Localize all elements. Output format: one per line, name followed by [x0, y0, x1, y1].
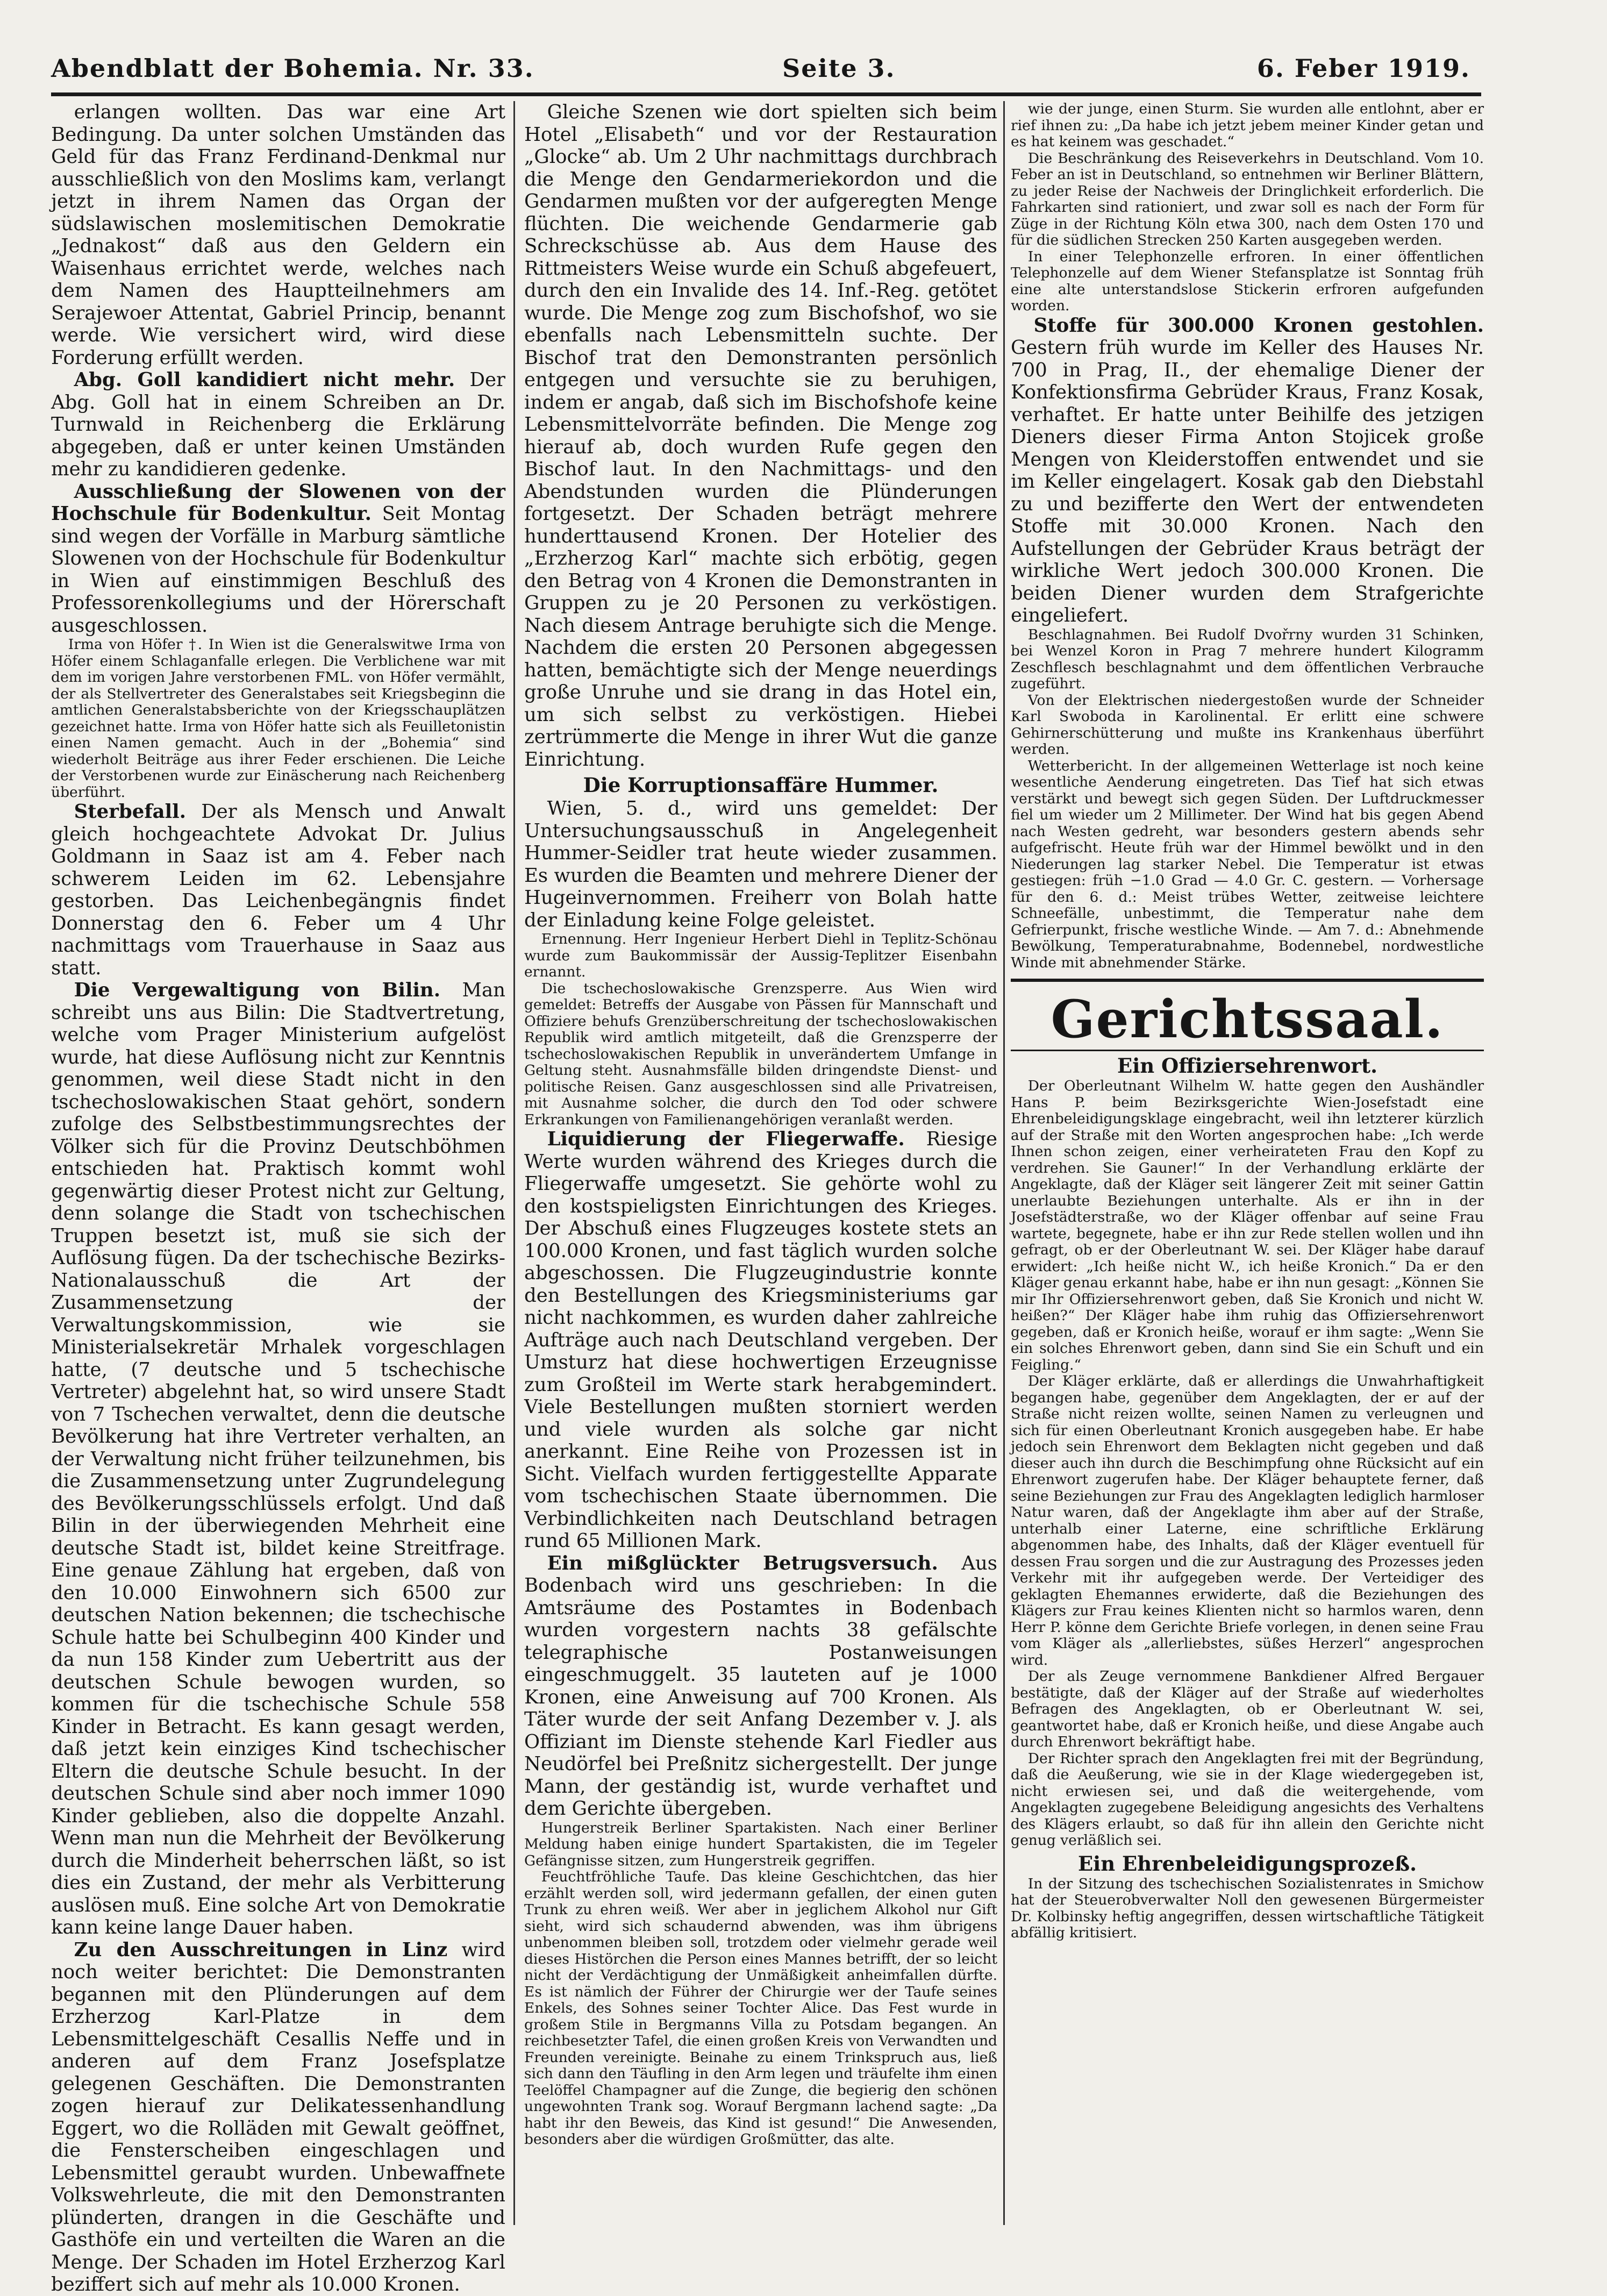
column-1 — [51, 101, 506, 2295]
article-body: Seit Montag sind wegen der Vorfälle in Marburg sämtliche Slowenen von der Hochschule für Bodenkultur in Wien auf einstimmigen Beschluß des Professorenkollegiums und der Hörerschaft ausgeschlossen. — [51, 503, 506, 637]
article-paragraph — [1011, 315, 1484, 627]
article-body: Man schreibt uns aus Bilin: Die Stadtvertretung, welche vom Prager Ministerium aufgelöst wurde, hat diese Auflösung nicht zur Kenntnis genommen, weil diese Stadt nicht in den tschechoslowakischen Staat gehört, sondern zufolge des Selbstbestimmungsrechtes der Völker sich für die Provinz Deutschböhmen entschieden hat. Praktisch kommt wohl gegenwärtig dieser Protest nicht zur Geltung, denn solange die Stadt von tschechischen Truppen besetzt ist, muß sie sich der Auflösung fügen. Da der tschechische Bezirks-Nationalausschuß die Art der Zusammensetzung der Verwaltungskommission, wie sie Ministerialsekretär Mrhalek vorgeschlagen hatte, (7 deutsche und 5 tschechische Vertreter) abgelehnt hat, so wird unsere Stadt von 7 Tschechen verwaltet, denn die deutsche Bevölkerung hat ihre Vertreter verhalten, an der Verwaltung nicht früher teilzunehmen, bis die Zusammensetzung unter Zugrundelegung des Bevölkerungsschlüssels erfolgt. Und daß Bilin in der überwiegenden Mehrheit eine deutsche Stadt ist, bildet keine Streitfrage. Eine genaue Zählung hat ergeben, daß von den 10.000 Einwohnern sich 6500 zur deutschen Nation bekennen; die tschechische Schule hatte bei Schulbeginn 400 Kinder und da nun 158 Kinder zum Uebertritt aus der deutschen Schule bewogen wurden, so kommen für die tschechische Schule 558 Kinder in Betracht. Es kann gesagt werden, daß jetzt kein einziges Kind tschechischer Eltern die deutsche Schule besucht. In der deutschen Schule sind aber noch immer 1090 Kinder geblieben, also die doppelte Anzahl. Wenn man nun die Mehrheit der Bevölkerung durch die Minderheit beherrschen läßt, so ist dies ein Zustand, der mehr als Verbitterung auslösen muß. Eine solche Art von Demokratie kann keine lange Dauer haben. — [51, 979, 505, 1938]
article-paragraph — [51, 1939, 505, 2296]
news-brief: Beschlagnahmen. Bei Rudolf Dvořrny wurden 31 Schinken, bei Wenzel Koron in Prag 7 mehrere hundert Kilogramm Zeschflesch beschlagnahmt und dem öffentlichen Verbrauche zugeführt. — [1011, 626, 1484, 692]
article-body: Gestern früh wurde im Keller des Hauses Nr. 700 in Prag, II., der ehemalige Diener der Konfektionsfirma Gebrüder Kraus, Franz Kosak, verhaftet. Er hatte unter Beihilfe des jetzigen Dieners dieser Firma Anton Stojicek große Mengen von Kleiderstoffen entwendet und sie im Keller eingelagert. Kosak gab den Diebstahl zu und bezifferte den Wert der entwendeten Stoffe mit 30.000 Kronen. Nach den Aufstellungen der Gebrüder Kraus beträgt der wirkliche Wert jedoch 300.000 Kronen. Die beiden Diener wurden dem Strafgerichte eingeliefert. — [1011, 337, 1484, 626]
news-brief: Irma von Höfer †. In Wien ist die Generalswitwe Irma von Höfer einem Schlaganfalle erlegen. Die Verblichene war mit dem im vorigen Jahre verstorbenen FML. von Höfer vermählt, der als Stellvertreter des Generalstabes seit Kriegsbeginn die amtlichen Generalstabsberichte von der Kriegsschauplätzen gezeichnet hatte. Irma von Höfer hatte sich als Feuilletonistin einen Namen gemacht. Auch in der „Bohemia“ sind wiederholt Beiträge aus ihrer Feder erschienen. Die Leiche der Verstorbenen wurde zur Einäscherung nach Reichenberg überführt. — [51, 636, 505, 801]
article-paragraph — [524, 1552, 997, 1820]
news-brief: In einer Telephonzelle erfroren. In einer öffentlichen Telephonzelle auf dem Wiener Stefansplatze ist Sonntag früh eine alte unterstandslose Stickerin erfroren aufgefunden worden. — [1011, 248, 1484, 314]
article-lead: Ausschließung der Slowenen von der Hochschule für Bodenkultur. — [51, 480, 505, 525]
article-lead: Die Vergewaltigung von Bilin. — [74, 979, 441, 1001]
article-body: Der als Mensch und Anwalt gleich hochgeachtete Advokat Dr. Julius Goldmann in Saaz ist am 4. Feber nach schwerem Leiden im 62. Lebensjahre gestorben. Das Leichenbegängnis findet Donnerstag den 6. Feber um 4 Uhr nachmittags vom Trauerhause in Saaz aus statt. — [51, 801, 505, 979]
article-lead: Ein mißglückter Betrugsversuch. — [547, 1552, 938, 1574]
article-paragraph — [524, 1128, 997, 1552]
newspaper-issue: Abendblatt der Bohemia. Nr. 33. — [51, 54, 534, 83]
article-lead: Abg. Goll kandidiert nicht mehr. — [74, 369, 455, 391]
column-divider — [1003, 101, 1005, 2225]
news-brief: Der als Zeuge vernommene Bankdiener Alfred Bergauer bestätigte, daß der Kläger auf der Straße auf wiederholtes Befragen des Angeklagten, ob er Oberleutnant W. sei, geantwortet habe, daß er Kronich heiße, und diese Angabe auch durch Ehrenwort bekräftigt habe. — [1011, 1668, 1484, 1750]
article-paragraph — [51, 481, 505, 637]
news-brief: Von der Elektrischen niedergestoßen wurde der Schneider Karl Swoboda in Karolinental. Er erlitt eine schwere Gehirnerschütterung und mußte ins Krankenhaus überführt werden. — [1011, 691, 1484, 758]
issue-date: 6. Feber 1919. — [1256, 54, 1470, 83]
article-paragraph — [51, 979, 505, 1939]
news-brief: Feuchtfröhliche Taufe. Das kleine Geschichtchen, das hier erzählt werden soll, wird jedermann gefallen, der einen guten Trunk zu ehren weiß. Wer aber in jeglichem Alkohol nur Gift sieht, wird sich schaudernd abwenden, was ihm übrigens unbenommen bleiben soll, trotzdem oder vielmehr gerade weil dieses Histörchen die Person eines Mannes betrifft, der so leicht nicht der Verdächtigung der Unmäßigkeit anheimfallen dürfte. Es ist nämlich der Führer der Chirurgie wer der Taufe seines Enkels, des Sohnes seiner Tochter Alice. Das Fest wurde in großem Stile in Bergmanns Villa zu Potsdam begangen. An reichbesetzter Tafel, die einen großen Kreis von Verwandten und Freunden vereinigte. Beinahe zu einem Trinkspruch aus, ließ sich dann den Täufling in den Arm legen und träufelte ihm einen Teelöffel Champagner auf die Zunge, die begierig den schönen ungewohnten Trank sog. Worauf Bergmann lachend sagte: „Da habt ihr den Beweis, das Kind ist gesund!“ Die Anwesenden, besonders aber die würdigen Großmütter, das alte. — [524, 1869, 997, 2148]
article-heading: Die Korruptionsaffäre Hummer. — [583, 773, 939, 797]
news-brief: Die Beschränkung des Reiseverkehrs in Deutschland. Vom 10. Feber an ist in Deutschland, so entnehmen wir Berliner Blättern, zu jeder Reise der Nachweis der Dringlichkeit erforderlich. Die Fahrkarten sind rationiert, und zwar soll es nach der Form für Züge in der Richtung Köln etwa 300, nach dem Osten 170 und für die südlichen Strecken 250 Karten ausgegeben werden. — [1011, 149, 1484, 248]
news-brief: Ernennung. Herr Ingenieur Herbert Diehl in Teplitz-Schönau wurde zum Baukommissär der Aussig-Teplitzer Eisenbahn ernannt. — [524, 931, 997, 980]
column-3 — [1011, 101, 1484, 2225]
article-body: wird noch weiter berichtet: Die Demonstranten begannen mit den Plünderungen auf dem Erzherzog Karl-Platze in dem Lebensmittelgeschäft Cesallis Neffe und in anderen auf dem Franz Josefsplatze gelegenen Geschäften. Die Demonstranten zogen hierauf zur Delikatessenhandlung Eggert, wo die Rolläden mit Gewalt geöffnet, die Fensterscheiben eingeschlagen und Lebensmittel geraubt wurden. Unbewaffnete Volkswehrleute, die mit den Demonstranten plünderten, drangen in die Geschäfte und Gasthöfe ein und verteilten die Waren an die Menge. Der Schaden im Hotel Erzherzog Karl beziffert sich auf mehr als 10.000 Kronen. — [51, 1938, 505, 2295]
article-paragraph — [51, 801, 505, 979]
news-brief: Hungerstreik Berliner Spartakisten. Nach einer Berliner Meldung haben einige hundert Spartakisten, die im Tegeler Gefängnisse sitzen, zum Hungerstreik gegriffen. — [524, 1819, 997, 1869]
article-body: Aus Bodenbach wird uns geschrieben: In die Amtsräume des Postamtes in Bodenbach wurden vorgestern nachts 38 gefälschte telegraphische Postanweisungen eingeschmuggelt. 35 lauteten auf je 1000 Kronen, eine Anweisung auf 700 Kronen. Als Täter wurde der seit Anfang Dezember v. J. als Offiziant im Dienste stehende Karl Fiedler aus Neudörfel bei Preßnitz sichergestellt. Der junge Mann, der geständig ist, wurde verhaftet und dem Gerichte übergeben. — [524, 1552, 997, 1820]
header-rule — [51, 92, 1481, 96]
article-lead: Stoffe für 300.000 Kronen gestohlen. — [1033, 314, 1484, 337]
page-number: Seite 3. — [782, 54, 896, 83]
article-heading: Ein Ehrenbeleidigungsprozeß. — [1077, 1851, 1417, 1876]
news-brief: Der Richter sprach den Angeklagten frei mit der Begründung, daß die Aeußerung, wie sie in der Klage wiedergegeben ist, nicht erwiesen sei, und daß die weitergehende, vom Angeklagten zugegebene Beleidigung angesichts des Verhaltens des Klägers erlaubt, so daß für ihn allein den Gerichte nicht genug verläßlich sei. — [1011, 1750, 1484, 1849]
news-brief: Der Kläger erklärte, daß er allerdings die Unwahrhaftigkeit begangen habe, gegenüber dem Angeklagten, der er auf der Straße nicht reizen wollte, seinen Namen zu verleugnen und sich für einen Oberleutnant Kronich ausgegeben habe. Er habe jedoch sein Ehrenwort dem Beklagten nicht gegeben und daß dieser auch ihn durch die Beschimpfung ohne Rücksicht auf ein Ehrenwort zugerufen habe. Der Kläger behauptete ferner, daß seine Beziehungen zur Frau des Angeklagten lediglich harmloser Natur waren, daß der Angeklagte ihm aber auf der Straße, unterhalb einer Laterne, eine schriftliche Erklärung abgenommen habe, des Inhalts, daß der Kläger eventuell für dessen Frau sorgen und die zur Austragung des Prozesses jeden Verkehr mit ihr aufgegeben werde. Der Verteidiger des geklagten Ehemannes erwiderte, daß die Beziehungen des Klägers zur Frau keines Klienten nicht so harmlos waren, denn Herr P. könne dem Gerichte Briefe vorlegen, in denen seine Frau vom Kläger als „allerliebstes, süßes Herzerl“ angesprochen wird. — [1011, 1373, 1484, 1668]
article-heading: Ein Offiziersehrenwort. — [1117, 1054, 1377, 1078]
news-brief: Wetterbericht. In der allgemeinen Wetterlage ist noch keine wesentliche Aenderung eingetreten. Das Tief hat sich etwas verstärkt und bewegt sich gegen Süden. Der Luftdruckmesser fiel um wieder um 2 Millimeter. Der Wind hat bis gegen Abend nach Westen gedreht, war besonders gestern abends sehr aufgefrischt. Heute früh war der Himmel bewölkt und in den Niederungen lag starker Nebel. Die Temperatur ist etwas gestiegen: früh −1.0 Grad — 4.0 Gr. C. gestern. — Vorhersage für den 6. d.: Meist trübes Wetter, zeitweise leichtere Schneefälle, unbestimmt, die Temperatur nahe dem Gefrierpunkt, frische westliche Winde. — Am 7. d.: Abnehmende Bewölkung, Temperaturabnahme, Bodennebel, nordwestliche Winde mit abnehmender Stärke. — [1011, 757, 1484, 971]
article-lead: Sterbefall. — [74, 801, 186, 823]
column-2 — [524, 101, 997, 2225]
news-brief: Der Oberleutnant Wilhelm W. hatte gegen den Aushändler Hans P. beim Bezirksgerichte Wien-Josefstadt eine Ehrenbeleidigungsklage eingebracht, weil ihn letzterer kürzlich auf der Straße mit den Worten angesprochen habe: „Ich werde Ihnen schon zeigen, einer verheirateten Frau den Kopf zu verdrehen. Sie Gauner!“ In der Verhandlung erklärte der Angeklagte, daß der Kläger seit längerer Zeit mit seiner Gattin unerlaubte Beziehungen unterhalte. Als er ihn in der Josefstädterstraße, wo der Kläger offenbar auf seine Frau wartete, begegnete, habe er ihn zur Rede stellen wollen und ihn gefragt, ob er der Oberleutnant W. sei. Der Kläger habe darauf erwidert: „Ich heiße nicht W., ich heiße Kronich.“ Da er den Kläger genau erkannt habe, habe er ihn nun gesagt: „Können Sie mir Ihr Offiziersehrenwort geben, daß Sie Kronich und nicht W. heißen?“ Der Kläger habe ihm ruhig das Offiziersehrenwort gegeben, daß er Kronich heiße, worauf er ihm sagte: „Wenn Sie ein solches Ehrenwort geben, dann sind Sie ein Schuft und ein Feigling.“ — [1011, 1078, 1484, 1373]
article-lead: Zu den Ausschreitungen in Linz — [74, 1938, 448, 1961]
article-paragraph — [51, 369, 505, 481]
article-paragraph: Gleiche Szenen wie dort spielten sich beim Hotel „Elisabeth“ und vor der Restauration „Glocke“ ab. Um 2 Uhr nachmittags durchbrach die Menge den Gendarmeriekordon und die Gendarmen mußten vor der aufgeregten Menge flüchten. Die weichende Gendarmerie gab Schreckschüsse ab. Aus dem Hause des Rittmeisters Weise wurde ein Schuß abgefeuert, durch den ein Invalide des 14. Inf.-Reg. getötet wurde. Die Menge zog zum Bischofshof, wo sie ebenfalls nach Lebensmitteln suchte. Der Bischof trat den Demonstranten persönlich entgegen und versuchte sie zu beruhigen, indem er angab, daß sich im Bischofshofe keine Lebensmittelvorräte befinden. Die Menge zog hierauf ab, doch wurden Rufe gegen den Bischof laut. In den Nachmittags- und den Abendstunden wurden die Plünderungen fortgesetzt. Der Schaden beträgt mehrere hunderttausend Kronen. Der Hotelier des „Erzherzog Karl“ machte sich erbötig, gegen den Betrag von 4 Kronen die Demonstranten in Gruppen zu je 20 Personen zu verköstigen. Nach diesem Antrage beruhigte sich die Menge. Nachdem die ersten 20 Personen abgegessen hatten, bemächtigte sich der Menge neuerdings große Unruhe und sie drang in das Hotel ein, um sich selbst zu verköstigen. Hiebei zertrümmerte die Menge in ihrer Wut die ganze Einrichtung. — [524, 101, 997, 771]
news-brief: Die tschechoslowakische Grenzsperre. Aus Wien wird gemeldet: Betreffs der Ausgabe von Pässen für Mannschaft und Offiziere behufs Grenzüberschreitung der tschechoslowakischen Republik wird amtlich mitgeteilt, daß die Grenzsperre der tschechoslowakischen Republik in unverändertem Umfange in Geltung steht. Ausnahmsfälle bilden dringendste Dienst- und politische Reisen. Ganz ausgeschlossen sind alle Privatreisen, mit Ausnahme solcher, die durch den Tod oder schwere Erkrankungen von Familienangehörigen veranlaßt werden. — [524, 980, 997, 1128]
news-brief: In der Sitzung des tschechischen Sozialistenrates in Smichow hat der Steuerobverwalter Noll den gewesenen Bürgermeister Dr. Kolbinsky heftig angegriffen, dessen wirtschaftliche Tätigkeit abfällig kritisiert. — [1011, 1875, 1484, 1941]
page-header — [51, 54, 1470, 91]
article-paragraph: Wien, 5. d., wird uns gemeldet: Der Untersuchungsausschuß in Angelegenheit Hummer-Seidler trat heute wieder zusammen. Es wurden die Beamten und mehrere Diener der Hugeinvernommen. Freiherr von Bolah hatte der Einladung keine Folge geleistet. — [524, 797, 997, 931]
section-banner — [1011, 979, 1484, 1051]
article-body: Der Abg. Goll hat in einem Schreiben an Dr. Turnwald in Reichenberg die Erklärung abgegeben, daß er unter keinen Umständen mehr zu kandidieren gedenke. — [51, 369, 506, 480]
article-lead: Liquidierung der Fliegerwaffe. — [547, 1128, 905, 1150]
article-paragraph: erlangen wollten. Das war eine Art Bedingung. Da unter solchen Umständen das Geld für das Franz Ferdinand-Denkmal nur ausschließlich von den Moslims kam, verlangt jetzt in ihrem Namen das Organ der südslawischen moslemitischen Demokratie „Jednakost“ daß aus den Geldern ein Waisenhaus errichtet werde, welches nach dem Namen des Hauptteilnehmers am Serajewoer Attentat, Gabriel Princip, benannt werde. Wie versichert wird, wird diese Forderung erfüllt werden. — [51, 101, 505, 369]
news-brief: wie der junge, einen Sturm. Sie wurden alle entlohnt, aber er rief ihnen zu: „Da habe ich jetzt jebem meiner Kinder getan und es hat keinem was geschadet.“ — [1011, 101, 1484, 150]
column-divider — [513, 101, 515, 2225]
article-body: Riesige Werte wurden während des Krieges durch die Fliegerwaffe umgesetzt. Sie gehörte wohl zu den kostspieligsten Einrichtungen des Krieges. Der Abschuß eines Flugzeuges kostete stets an 100.000 Kronen, und fast täglich wurden solche abgeschossen. Die Flugzeugindustrie konnte den Bestellungen des Kriegsministeriums gar nicht nachkommen, es wurden daher zahlreiche Aufträge auch nach Deutschland vergeben. Der Umsturz hat diese hochwertigen Erzeugnisse zum Großteil im Werte stark herabgemindert. Viele Bestellungen mußten storniert werden und viele wurden als solche gar nicht anerkannt. Eine Reihe von Prozessen ist in Sicht. Vielfach wurden fertiggestellte Apparate vom tschechischen Staate übernommen. Die Verbindlichkeiten nach Deutschland betragen rund 65 Millionen Mark. — [524, 1128, 997, 1552]
section-title: Gerichtssaal. — [1051, 989, 1444, 1050]
